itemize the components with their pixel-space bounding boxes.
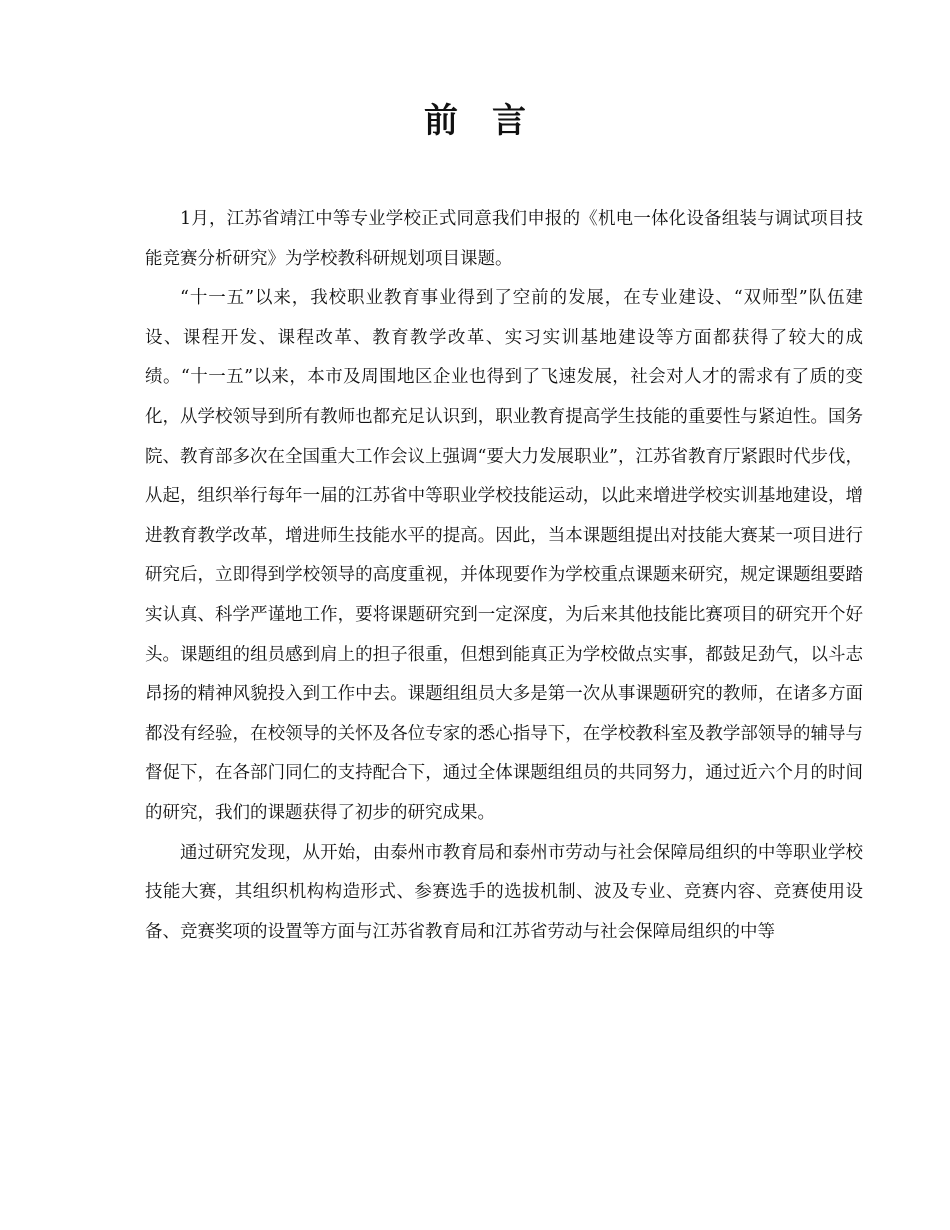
paragraph-1: 1月，江苏省靖江中等专业学校正式同意我们申报的《机电一体化设备组装与调试项目技能竞赛分析研究》为学校教科研规划项目课题。	[145, 209, 863, 269]
paragraph-3: 通过研究发现，从开始，由泰州市教育局和泰州市劳动与社会保障局组织的中等职业学校技能大赛，其组织机构构造形式、参赛选手的选拔机制、波及专业、竞赛内容、竞赛使用设备、竞赛奖项的设置等方面与江苏省教育局和江苏省劳动与社会保障局组织的中等	[145, 842, 863, 942]
paragraph-2: “十一五”以来，我校职业教育事业得到了空前的发展，在专业建设、“双师型”队伍建设、课程开发、课程改革、教育教学改革、实习实训基地建设等方面都获得了较大的成绩。“十一五”以来，本市及周围地区企业也得到了飞速发展，社会对人才的需求有了质的变化，从学校领导到所有教师也都充足认识到，职业教育提高学生技能的重要性与紧迫性。国务院、教育部多次在全国重大工作会议上强调“要大力发展职业”，江苏省教育厅紧跟时代步伐，从起，组织举行每年一届的江苏省中等职业学校技能运动，以此来增进学校实训基地建设，增进教育教学改革，增进师生技能水平的提高。因此，当本课题组提出对技能大赛某一项目进行研究后，立即得到学校领导的高度重视，并体现要作为学校重点课题来研究，规定课题组要踏实认真、科学严谨地工作，要将课题研究到一定深度，为后来其他技能比赛项目的研究开个好头。课题组的组员感到肩上的担子很重，但想到能真正为学校做点实事，都鼓足劲气，以斗志昂扬的精神风貌投入到工作中去。课题组组员大多是第一次从事课题研究的教师，在诸多方面都没有经验，在校领导的关怀及各位专家的悉心指导下，在学校教科室及教学部领导的辅导与督促下，在各部门同仁的支持配合下，通过全体课题组组员的共同努力，通过近六个月的时间的研究，我们的课题获得了初步的研究成果。	[145, 288, 863, 823]
page-title: 前言	[424, 101, 560, 141]
document-body	[145, 200, 863, 952]
